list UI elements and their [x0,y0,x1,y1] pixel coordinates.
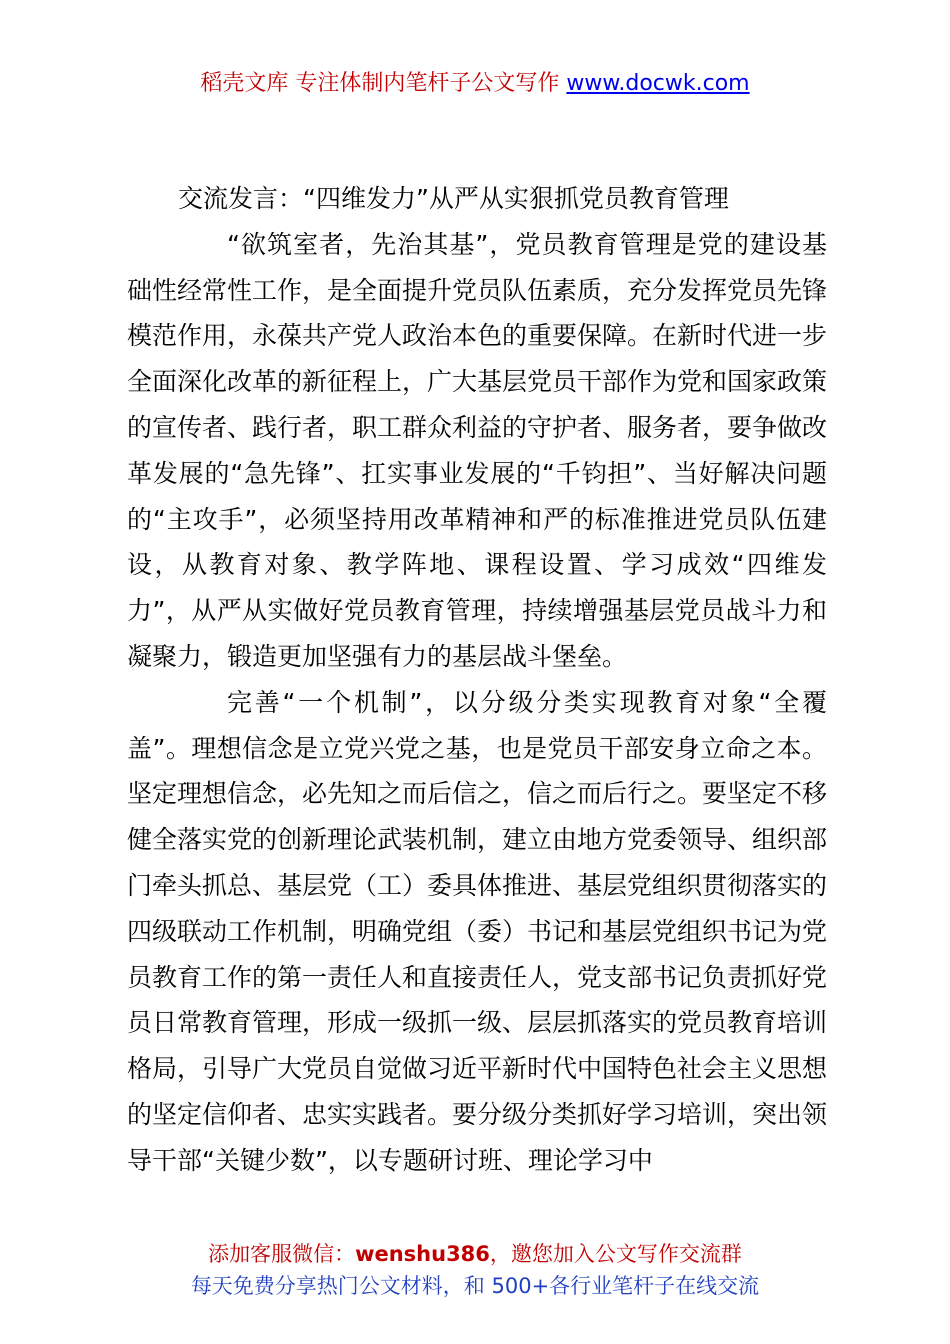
wechat-id: wenshu386 [355,1242,490,1266]
footer-line-1 [0,1238,950,1270]
page-footer [0,1238,950,1302]
document-title: 交流发言：“四维发力”从严从实狠抓党员教育管理 [178,184,729,213]
footer-line-2: 每天免费分享热门公文材料，和 500+各行业笔杆子在线交流 [190,1274,760,1298]
header-text: 稻壳文库 专注体制内笔杆子公文写作 [200,71,567,96]
document-body [127,176,827,1184]
footer-contact-suffix: ，邀您加入公文写作交流群 [489,1242,742,1266]
paragraph-mechanism: 完善“一个机制”，以分级分类实现教育对象“全覆盖”。理想信念是立党兴党之基，也是党员干部安身立命之本。坚定理想信念，必先知之而后信之，信之而后行之。要坚定不移健全落实党的创新理论武装机制，建立由地方党委领导、组织部门牵头抓总、基层党（工）委具体推进、基层党组织贯彻落实的四级联动工作机制，明确党组（委）书记和基层党组织书记为党员教育工作的第一责任人和直接责任人，党支部书记负责抓好党员日常教育管理，形成一级抓一级、层层抓落实的党员教育培训格局，引导广大党员自觉做习近平新时代中国特色社会主义思想的坚定信仰者、忠实实践者。要分级分类抓好学习培训，突出领导干部“关键少数”，以专题研讨班、理论学习中 [127,687,828,1175]
website-link[interactable]: www.docwk.com [566,71,750,96]
page-header [0,68,950,100]
paragraph-intro: “欲筑室者，先治其基”，党员教育管理是党的建设基础性经常性工作，是全面提升党员队伍素质，充分发挥党员先锋模范作用，永葆共产党人政治本色的重要保障。在新时代进一步全面深化改革的新征程上，广大基层党员干部作为党和国家政策的宣传者、践行者，职工群众利益的守护者、服务者，要争做改革发展的“急先锋”、扛实事业发展的“千钧担”、当好解决问题的“主攻手”，必须坚持用改革精神和严的标准推进党员队伍建设，从教育对象、教学阵地、课程设置、学习成效“四维发力”，从严从实做好党员教育管理，持续增强基层党员战斗力和凝聚力，锻造更加坚强有力的基层战斗堡垒。 [127,229,828,671]
footer-contact-prefix: 添加客服微信： [208,1242,356,1266]
